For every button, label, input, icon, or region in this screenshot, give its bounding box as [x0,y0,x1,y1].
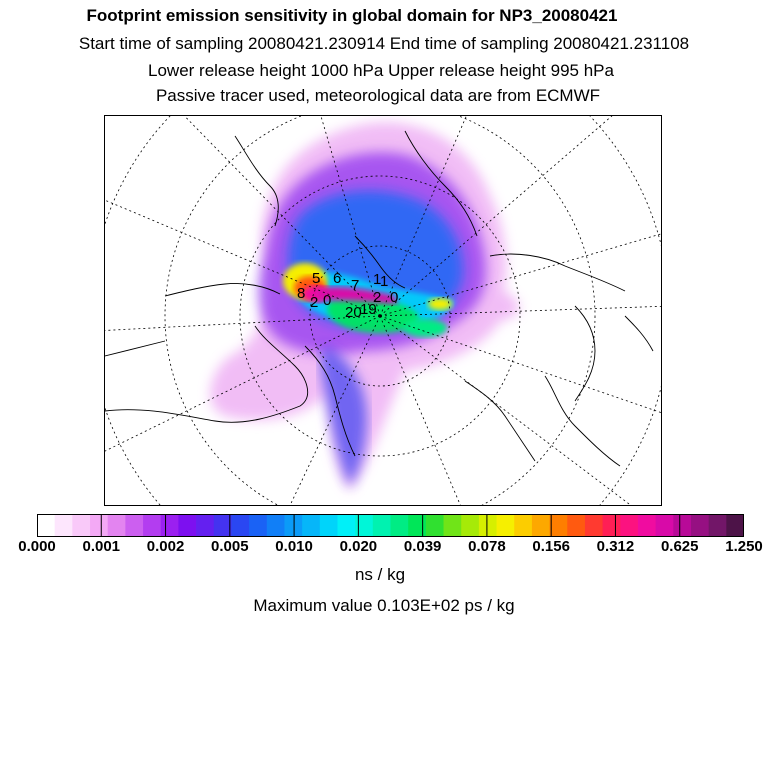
colorbar-swatch [691,515,709,536]
footprint-map [104,115,662,506]
colorbar-tick-label: 0.002 [146,538,185,555]
colorbar-swatch [497,515,515,536]
colorbar-swatch [550,515,568,536]
colorbar-swatch [656,515,674,536]
svg-text:1: 1 [380,273,389,290]
svg-text:2: 2 [373,289,382,306]
colorbar-tick-label: 0.000 [18,538,56,555]
colorbar-tick-label: 0.312 [596,538,635,555]
colorbar-swatch [302,515,320,536]
colorbar-ticks [0,538,768,558]
colorbar-tick-label: 0.625 [660,538,699,555]
colorbar-tick-label: 0.010 [275,538,313,555]
colorbar-swatch [231,515,249,536]
colorbar-swatch [532,515,550,536]
svg-text:2: 2 [310,294,319,311]
colorbar-swatch [125,515,143,536]
colorbar-swatch [426,515,444,536]
colorbar-swatch [178,515,196,536]
colorbar-tick-label: 0.001 [82,538,121,555]
colorbar-tick-label: 0.020 [339,538,378,555]
svg-text:1: 1 [373,271,382,288]
colorbar-tick-label: 0.078 [468,538,506,555]
colorbar-swatch [284,515,302,536]
svg-text:6: 6 [333,270,342,287]
colorbar-swatch [143,515,161,536]
colorbar-swatch [673,515,691,536]
colorbar-tick-label: 0.005 [211,538,249,555]
colorbar-swatch [585,515,603,536]
colorbar-swatch [373,515,391,536]
svg-text:0: 0 [390,289,399,306]
svg-text:19: 19 [360,301,377,318]
colorbar-swatch [108,515,126,536]
maximum-value: Maximum value 0.103E+02 ps / kg [253,596,515,615]
colorbar-swatch [479,515,497,536]
colorbar-swatch [161,515,179,536]
colorbar-swatch [55,515,73,536]
colorbar-swatch [391,515,409,536]
colorbar-swatch [567,515,585,536]
svg-text:7: 7 [351,277,360,294]
colorbar-swatch [337,515,355,536]
svg-text:8: 8 [297,285,306,302]
colorbar-swatch [37,515,55,536]
colorbar-unit: ns / kg [354,565,406,584]
colorbar-swatch [72,515,90,536]
colorbar-swatch [461,515,479,536]
colorbar-tick-label: 0.156 [532,538,570,555]
colorbar-swatch [603,515,621,536]
tracer-info: Passive tracer used, meteorological data are from ECMWF [155,86,601,105]
colorbar-swatch [196,515,214,536]
colorbar-swatch [709,515,727,536]
colorbar-tick-label: 0.039 [403,538,442,555]
colorbar [37,514,744,537]
colorbar-swatch [249,515,267,536]
release-heights: Lower release height 1000 hPa Upper release height 995 hPa [148,61,614,80]
colorbar-swatch [214,515,232,536]
sampling-times: Start time of sampling 20080421.230914 End time of sampling 20080421.231108 [78,34,690,53]
plot-title: Footprint emission sensitivity in global domain for NP3_20080421 [86,6,618,25]
colorbar-tick-label: 1.250 [725,538,763,555]
colorbar-swatch [638,515,656,536]
colorbar-swatch [726,515,744,536]
colorbar-swatch [444,515,462,536]
svg-text:0: 0 [323,292,332,309]
svg-text:20: 20 [345,304,362,321]
colorbar-swatch [320,515,338,536]
colorbar-swatch [90,515,108,536]
colorbar-swatch [514,515,532,536]
svg-text:5: 5 [312,270,321,287]
colorbar-swatch [408,515,426,536]
colorbar-swatch [620,515,638,536]
colorbar-swatch [267,515,285,536]
